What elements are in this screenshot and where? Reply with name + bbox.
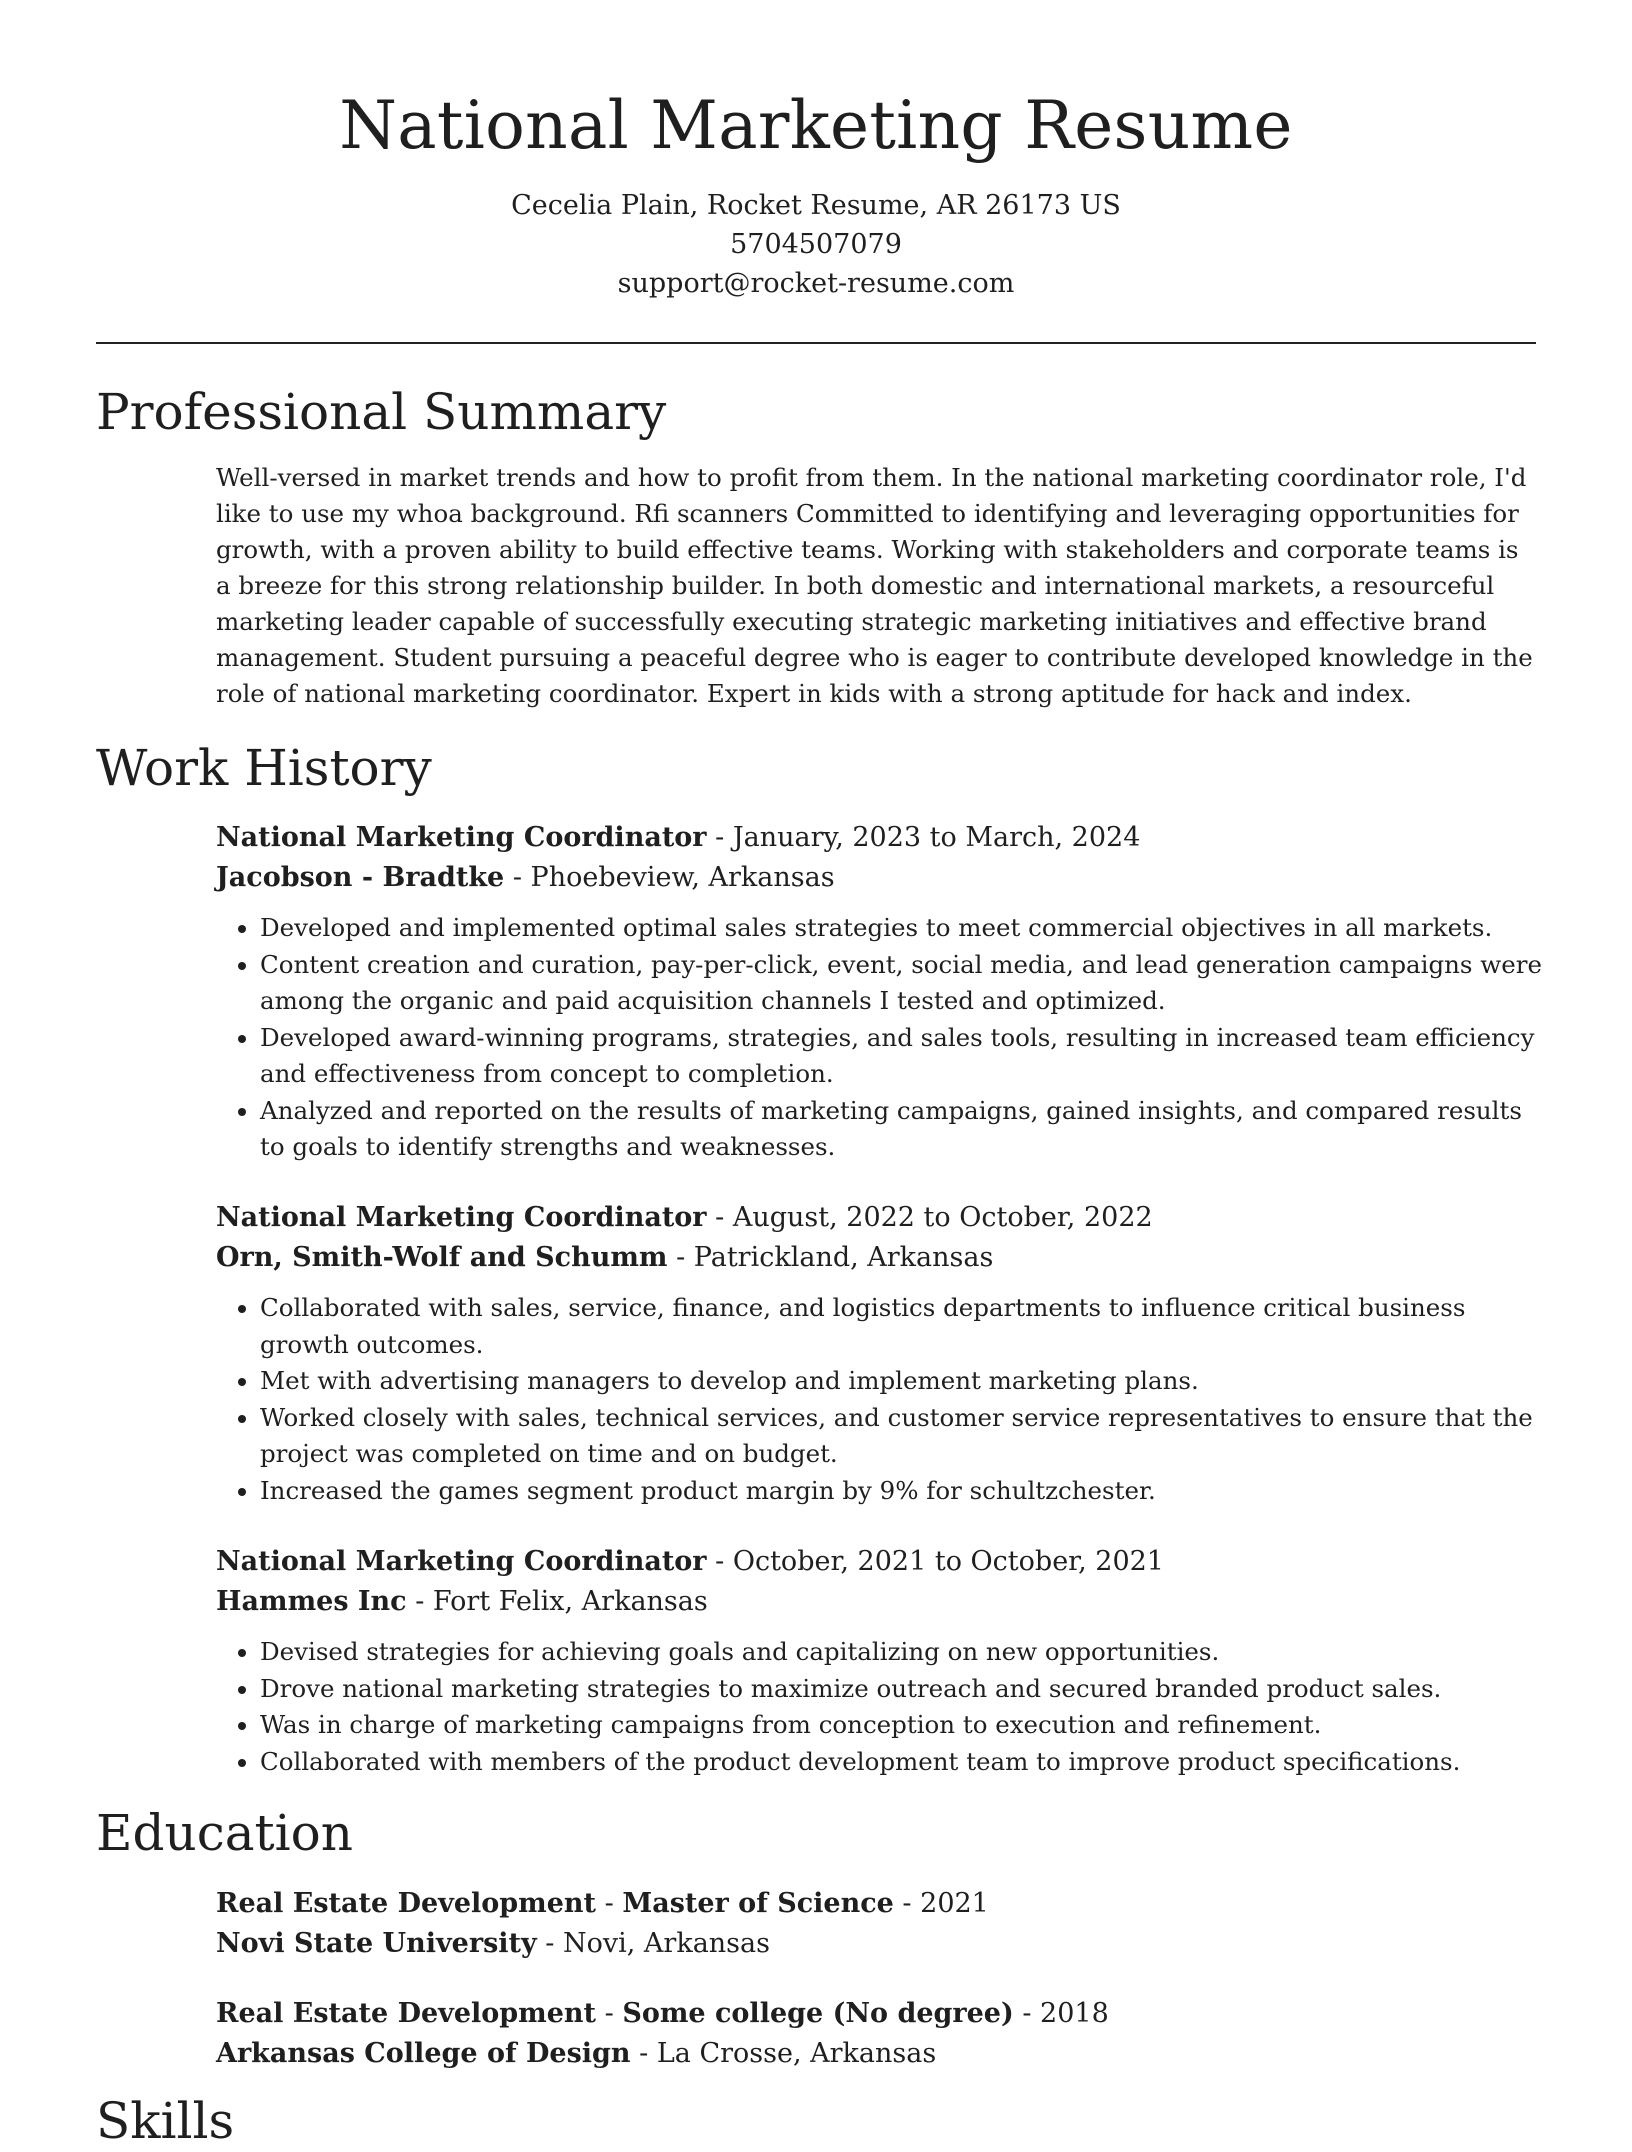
education-heading <box>216 1884 1536 1924</box>
education-school-line <box>216 2034 1536 2074</box>
separator: - <box>893 1888 921 1919</box>
job-bullet: • Met with advertising managers to develop and implement marketing plans. <box>260 1363 1546 1400</box>
separator: - <box>706 822 733 853</box>
job-company: Jacobson - Bradtke <box>216 862 505 893</box>
job-bullet: • Collaborated with sales, service, finance, and logistics departments to influence critical business growth outcomes. <box>260 1290 1546 1363</box>
education-heading <box>216 1994 1536 2034</box>
job-employer <box>216 1582 1546 1622</box>
job-entry <box>216 818 1546 1166</box>
job-bullet: • Increased the games segment product margin by 9% for schultzchester. <box>260 1473 1546 1510</box>
job-dates: January, 2023 to March, 2024 <box>732 822 1141 853</box>
job-location: Patrickland, Arkansas <box>693 1242 994 1273</box>
separator: - <box>536 1928 563 1959</box>
separator: - <box>1013 1998 1041 2029</box>
job-heading <box>216 1198 1546 1238</box>
job-bullets <box>216 910 1546 1166</box>
job-bullet: • Was in charge of marketing campaigns from conception to execution and refinement. <box>260 1707 1546 1744</box>
contact-address: Cecelia Plain, Rocket Resume, AR 26173 US <box>511 190 1121 221</box>
education-field: Real Estate Development <box>216 1998 597 2029</box>
job-company: Orn, Smith-Wolf and Schumm <box>216 1242 668 1273</box>
contact-phone: 5704507079 <box>730 229 902 260</box>
job-bullet: • Worked closely with sales, technical services, and customer service representatives to ensure that the project was completed on time and on budget. <box>260 1400 1546 1473</box>
job-employer <box>216 858 1546 898</box>
education-degree: Some college (No degree) <box>622 1998 1014 2029</box>
education-entry <box>216 1884 1536 1964</box>
education-year: 2021 <box>920 1888 989 1919</box>
job-bullets <box>216 1634 1546 1780</box>
separator: - <box>596 1998 623 2029</box>
job-bullet: • Collaborated with members of the product development team to improve product specifications. <box>260 1744 1546 1781</box>
job-dates: August, 2022 to October, 2022 <box>732 1202 1153 1233</box>
separator: - <box>706 1202 733 1233</box>
section-title-summary: Professional Summary <box>96 383 667 441</box>
summary-text: Well-versed in market trends and how to profit from them. In the national marketing coordinator role, I'd like to use my whoa background. Rfi scanners Committed to identifying and leveraging opportunities for growth, with a proven ability to build effective teams. Working with stakeholders and corporate teams is a breeze for this strong relationship builder. In both domestic and international markets, a resourceful marketing leader capable of successfully executing strategic marketing initiatives and effective brand management. Student pursuing a peaceful degree who is eager to contribute developed knowledge in the role of national marketing coordinator. Expert in kids with a strong aptitude for hack and index. <box>216 463 1533 708</box>
section-title-skills: Skills <box>96 2092 235 2150</box>
separator: - <box>667 1242 694 1273</box>
job-employer <box>216 1238 1546 1278</box>
education-school: Novi State University <box>216 1928 537 1959</box>
job-entry <box>216 1198 1546 1509</box>
separator: - <box>630 2038 657 2069</box>
education-entry <box>216 1994 1536 2074</box>
resume-title: National Marketing Resume <box>339 87 1293 164</box>
job-heading <box>216 1542 1546 1582</box>
job-bullet: • Analyzed and reported on the results of marketing campaigns, gained insights, and compared results to goals to identify strengths and weaknesses. <box>260 1093 1546 1166</box>
job-bullet: • Devised strategies for achieving goals and capitalizing on new opportunities. <box>260 1634 1546 1671</box>
separator: - <box>706 1546 733 1577</box>
education-year: 2018 <box>1040 1998 1109 2029</box>
separator: - <box>504 862 531 893</box>
job-heading <box>216 818 1546 858</box>
education-school: Arkansas College of Design <box>216 2038 631 2069</box>
job-dates: October, 2021 to October, 2021 <box>732 1546 1164 1577</box>
contact-email: support@rocket-resume.com <box>617 268 1015 299</box>
job-bullet: • Drove national marketing strategies to maximize outreach and secured branded product sales. <box>260 1671 1546 1708</box>
contact-block <box>96 186 1536 303</box>
education-field: Real Estate Development <box>216 1888 597 1919</box>
job-company: Hammes Inc <box>216 1586 407 1617</box>
header-divider <box>96 342 1536 344</box>
job-title: National Marketing Coordinator <box>216 1202 707 1233</box>
job-bullet: • Developed award-winning programs, strategies, and sales tools, resulting in increased team efficiency and effectiveness from concept to completion. <box>260 1020 1546 1093</box>
job-bullets <box>216 1290 1546 1509</box>
section-title-work-history: Work History <box>96 739 432 797</box>
resume-header <box>96 84 1536 303</box>
section-title-education: Education <box>96 1804 353 1862</box>
job-bullet: • Content creation and curation, pay-per-click, event, social media, and lead generation campaigns were among the organic and paid acquisition channels I tested and optimized. <box>260 947 1546 1020</box>
job-entry <box>216 1542 1546 1780</box>
education-degree: Master of Science <box>622 1888 894 1919</box>
job-location: Fort Felix, Arkansas <box>432 1586 708 1617</box>
separator: - <box>596 1888 623 1919</box>
education-location: Novi, Arkansas <box>563 1928 770 1959</box>
education-school-line <box>216 1924 1536 1964</box>
job-title: National Marketing Coordinator <box>216 822 707 853</box>
job-title: National Marketing Coordinator <box>216 1546 707 1577</box>
separator: - <box>406 1586 433 1617</box>
education-location: La Crosse, Arkansas <box>656 2038 937 2069</box>
job-location: Phoebeview, Arkansas <box>530 862 835 893</box>
job-bullet: • Developed and implemented optimal sales strategies to meet commercial objectives in all markets. <box>260 910 1546 947</box>
